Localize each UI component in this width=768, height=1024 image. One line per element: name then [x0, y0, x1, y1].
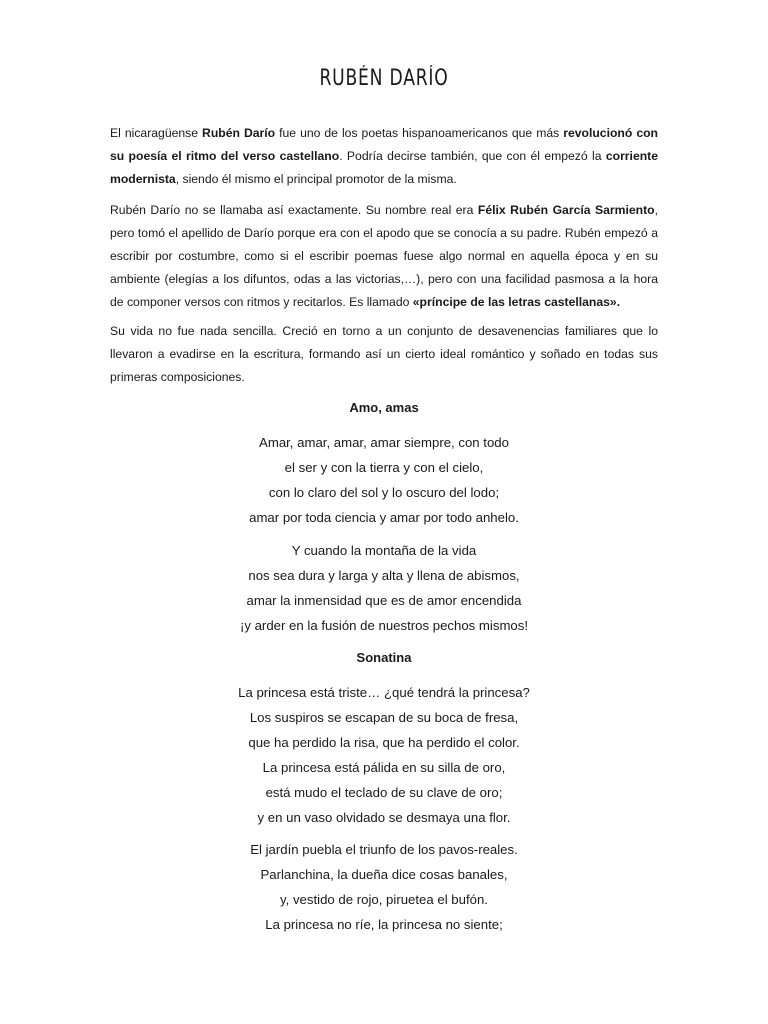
text-segment: El nicaragüense: [110, 126, 203, 140]
text-segment-bold: Félix Rubén García Sarmiento: [477, 203, 655, 217]
text-segment: , pero tomó el apellido de Darío porque era con el apodo que se conocía a su padre. Rubén empezó a escribir por costumbre, como si el escribir poemas fuese algo normal en aquella época y en su ambiente (elegías a los difuntos, odas a las victorias,…), pero con una facilidad pasmosa a la hora de componer versos con ritmos y recitarlos. Es llamado: [110, 203, 658, 309]
text-segment: Su vida no fue nada sencilla. Creció en torno a un conjunto de desavenencias familiares que lo llevaron a evadirse en la escritura, formando así un cierto ideal romántico y soñado en todas sus primeras composiciones.: [110, 324, 658, 384]
verse-line: con lo claro del sol y lo oscuro del lodo;: [268, 485, 500, 500]
verse-line: amar la inmensidad que es de amor encendida: [246, 593, 522, 608]
verse-line: amar por toda ciencia y amar por todo anhelo.: [249, 510, 519, 525]
poem-title-sonatina: Sonatina: [356, 650, 412, 665]
verse-line: que ha perdido la risa, que ha perdido el color.: [248, 735, 520, 750]
text-segment: fue uno de los poetas hispanoamericanos que más: [275, 126, 564, 140]
paragraph-life: [110, 320, 658, 389]
verse-line: Los suspiros se escapan de su boca de fresa,: [249, 710, 519, 725]
verse-line: y, vestido de rojo, piruetea el bufón.: [280, 892, 488, 907]
paragraph-name: [110, 199, 658, 314]
verse-line: La princesa no ríe, la princesa no siente;: [265, 917, 503, 932]
verse-line: nos sea dura y larga y alta y llena de abismos,: [248, 568, 520, 583]
verse-line: El jardín puebla el triunfo de los pavos-reales.: [250, 842, 518, 857]
text-segment: . Podría decirse también, que con él empezó la: [339, 149, 606, 163]
verse-line: Parlanchina, la dueña dice cosas banales,: [260, 867, 508, 882]
text-segment-bold: «príncipe de las letras castellanas».: [412, 295, 621, 309]
poem-stanza: [0, 837, 768, 937]
verse-line: Amar, amar, amar, amar siempre, con todo: [259, 435, 509, 450]
verse-line: La princesa está triste… ¿qué tendrá la princesa?: [238, 685, 530, 700]
text-segment-bold: corriente modernista: [110, 149, 658, 186]
page-title: RUBÉN DARÍO: [319, 66, 449, 91]
text-segment: , siendo él mismo el principal promotor de la misma.: [175, 172, 457, 186]
poem-stanza: [0, 680, 768, 830]
paragraph-intro: [110, 122, 658, 191]
text-segment-bold: Rubén Darío: [202, 126, 276, 140]
verse-line: ¡y arder en la fusión de nuestros pechos mismos!: [239, 618, 529, 633]
verse-line: Y cuando la montaña de la vida: [291, 543, 477, 558]
poem-stanza: [0, 538, 768, 638]
verse-line: y en un vaso olvidado se desmaya una flor.: [257, 810, 511, 825]
verse-line: está mudo el teclado de su clave de oro;: [265, 785, 503, 800]
verse-line: La princesa está pálida en su silla de oro,: [262, 760, 506, 775]
text-segment-bold: revolucionó con su poesía el ritmo del verso castellano: [110, 126, 658, 163]
text-segment: Rubén Darío no se llamaba así exactamente. Su nombre real era: [110, 203, 478, 217]
poem-stanza: [0, 430, 768, 530]
verse-line: el ser y con la tierra y con el cielo,: [284, 460, 484, 475]
poem-title-amo-amas: Amo, amas: [349, 400, 419, 415]
